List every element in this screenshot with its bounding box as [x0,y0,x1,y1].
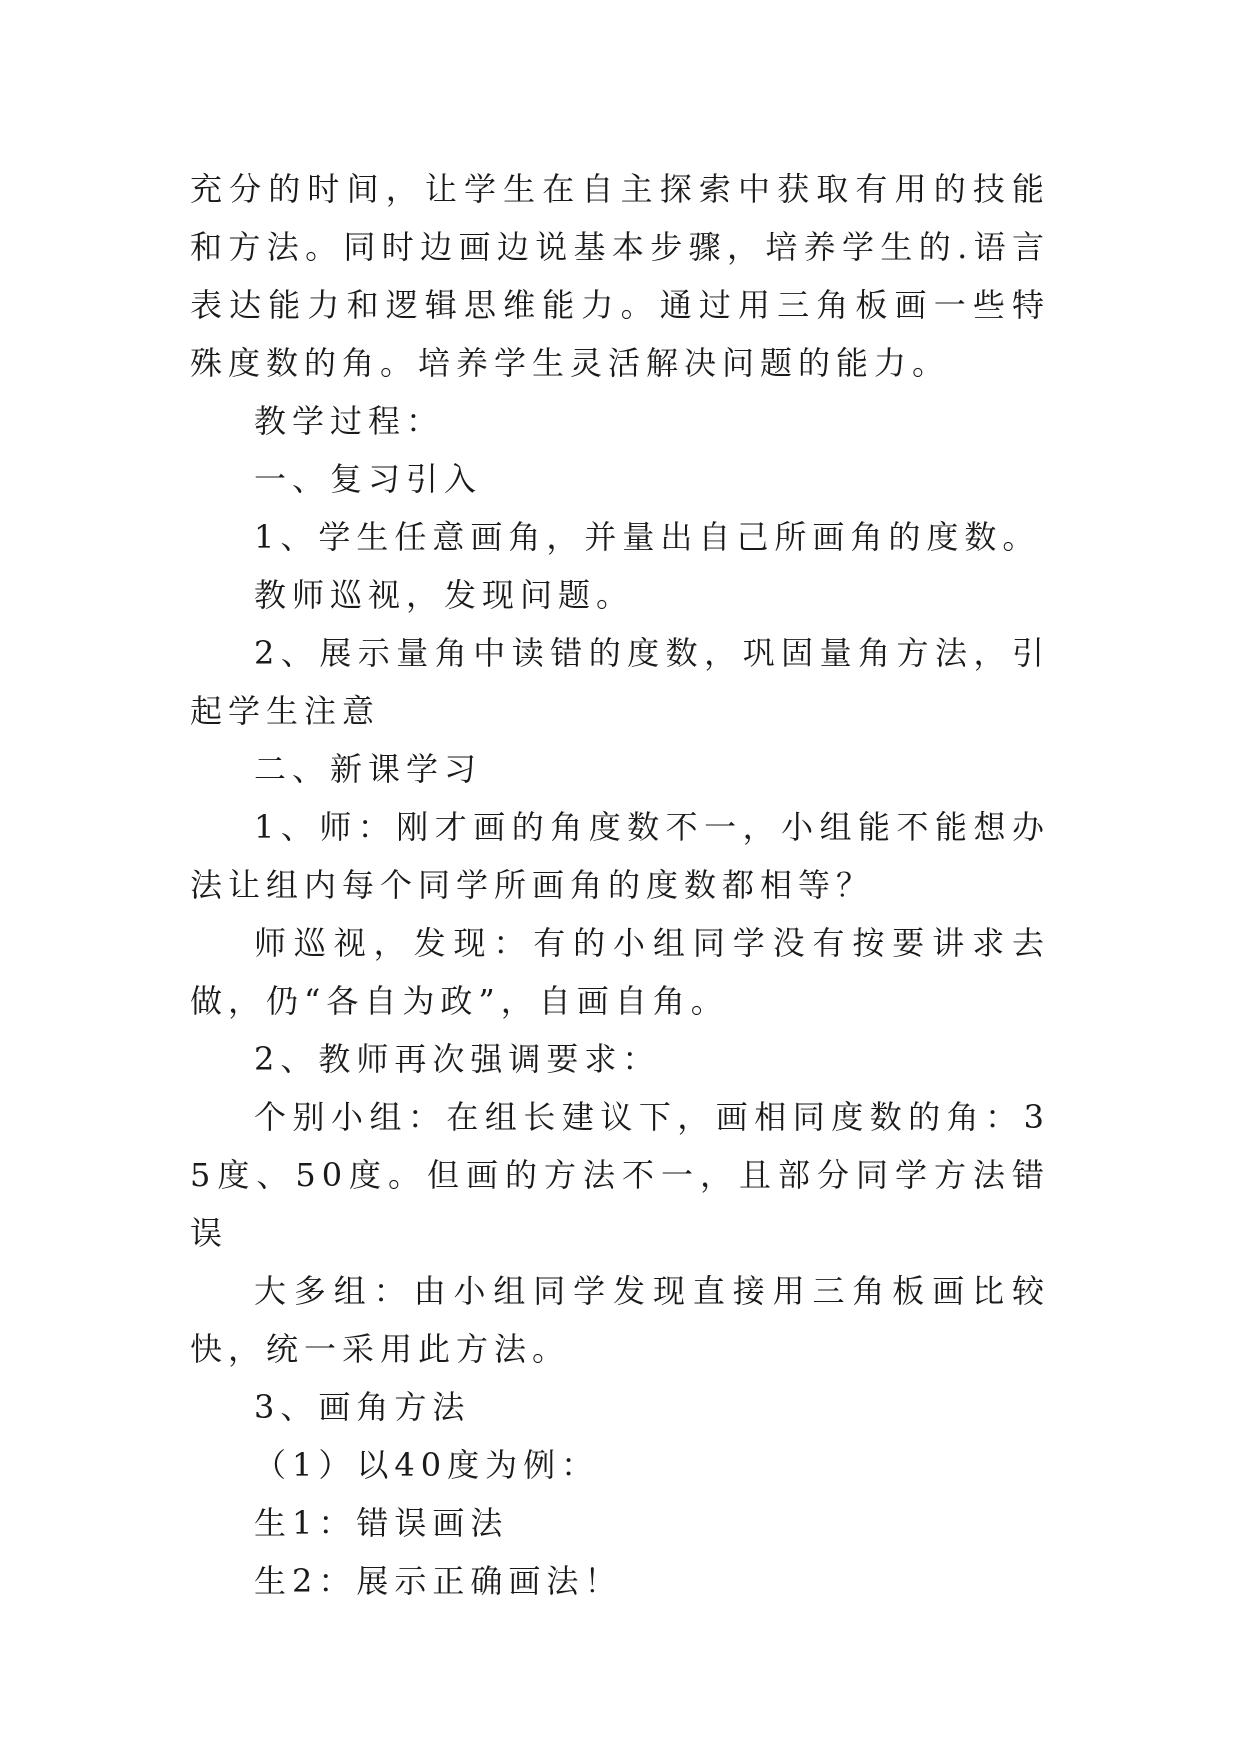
section-heading: 二、新课学习 [254,750,483,788]
paragraph: 生1：错误画法 [254,1504,509,1542]
paragraph: （1）以40度为例： [254,1446,600,1484]
paragraph: 师巡视，发现：有的小组同学没有按要讲求去做，仍“各自为政”，自画自角。 [190,924,1050,1020]
paragraph: 教师巡视，发现问题。 [254,576,635,614]
paragraph: 2、教师再次强调要求： [254,1040,661,1078]
section-heading: 教学过程： [254,402,445,440]
paragraph: 1、学生任意画角，并量出自己所画角的度数。 [254,518,1041,556]
paragraph: 生2：展示正确画法！ [254,1562,623,1600]
paragraph: 充分的时间，让学生在自主探索中获取有用的技能和方法。同时边画边说基本步骤，培养学生的.语言表达能力和逻辑思维能力。通过用三角板画一些特殊度数的角。培养学生灵活解决问题的能力。 [190,170,1050,382]
section-heading: 一、复习引入 [254,460,483,498]
document-body [190,160,1050,1610]
paragraph: 2、展示量角中读错的度数，巩固量角方法，引起学生注意 [190,634,1050,730]
paragraph: 3、画角方法 [254,1388,471,1426]
paragraph: 个别小组：在组长建议下，画相同度数的角：35度、50度。但画的方法不一，且部分同学方法错误 [190,1098,1050,1252]
paragraph: 大多组：由小组同学发现直接用三角板画比较快，统一采用此方法。 [190,1272,1050,1368]
paragraph: 1、师：刚才画的角度数不一，小组能不能想办法让组内每个同学所画角的度数都相等？ [190,808,1050,904]
